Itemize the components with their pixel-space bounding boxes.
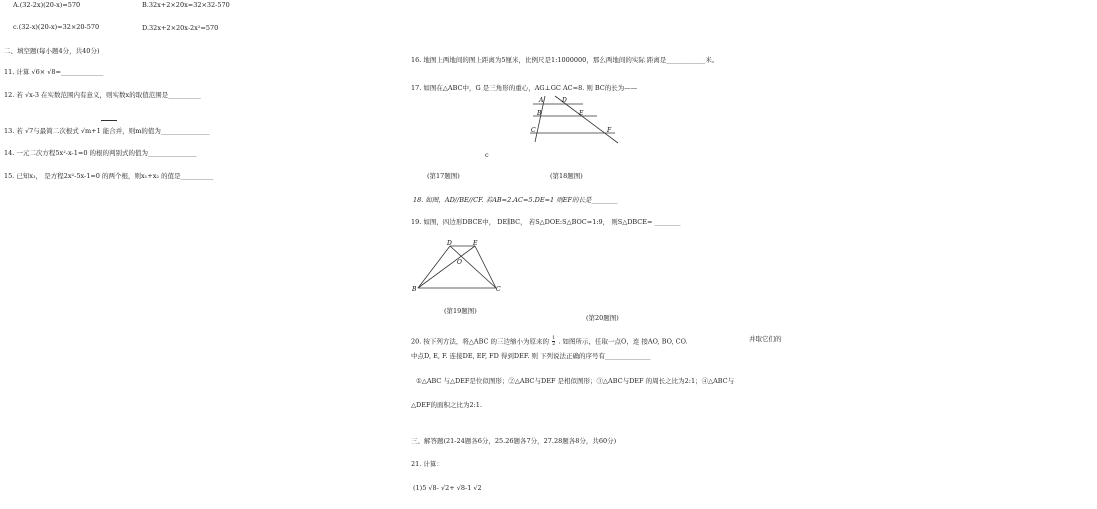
point-label-o: O	[457, 259, 462, 266]
question-17: 17. 如图在△ABC中，G 是三角形的重心，AG⊥GC AC=8. 则 BC的长为——	[411, 84, 638, 92]
point-label-e: E	[473, 240, 478, 247]
question-20-line1	[411, 336, 688, 347]
option-b: B.32x+2×20x=32×32-570	[142, 1, 230, 9]
question-18: 18. 如图，AD//BE//CF. 若AB=2.AC=5.DE=1 则EF的长是________	[413, 196, 618, 204]
point-label-c: C	[531, 127, 536, 134]
point-label-d: D	[562, 97, 567, 104]
question-20-statement-end: △DEF的面积之比为2:1.	[411, 401, 482, 409]
question-11: 11. 计算 √6× √8=_____________	[4, 68, 104, 76]
point-label-b: B	[412, 286, 417, 293]
question-19: 19. 如图，四边形DBCE中， DE∥BC， 若S△DOE:S△BOC=1:9， 则S△DBCE= ________	[411, 218, 681, 226]
section-heading-fill-in: 二、填空题(每小题4分，共40分)	[4, 47, 100, 55]
question-20-tail: 并取它们的	[749, 335, 782, 343]
option-c: c.(32-x)(20-x)=32×20-570	[13, 23, 100, 31]
parallel-lines-figure	[525, 92, 620, 144]
question-20-line2: 中点D, E, F. 连接DE, EF, FD 得到DEF. 则 下列说法正确的序号有______________	[411, 352, 651, 360]
question-14: 14. 一元二次方程5x²-x-1=0 的根的判别式的值为_______________	[4, 149, 197, 157]
option-d: D.32x+2×20x-2x²=570	[142, 24, 219, 32]
point-label-a: A	[539, 97, 544, 104]
figure-19-caption: (第19题图)	[444, 307, 477, 315]
question-13: 13. 若 √7与最简二次根式 √m+1 能合并，则m的值为_______________	[4, 127, 210, 135]
question-12: 12. 若 √x-3 在实数范围内有意义，则实数x的取值范围是__________	[4, 91, 201, 99]
question-21: 21. 计算：	[411, 460, 443, 468]
question-20-lead: 20. 按下列方法，将△ABC 的三边缩小为原来的	[411, 337, 550, 346]
option-a: A.(32-2x)(20-x)=570	[13, 1, 81, 9]
question-16: 16. 地图上两地间的图上距离为5厘米，比例尺是1:1000000，那么两地间的实际 距离是____________米。	[411, 56, 719, 64]
trapezoid-figure	[410, 238, 505, 293]
fraction-denominator: 2	[552, 341, 556, 347]
point-label-d: D	[447, 240, 452, 247]
fraction-one-half	[552, 336, 555, 347]
point-label-c: C	[496, 286, 501, 293]
figure-20-caption: (第20题图)	[586, 314, 619, 322]
question-20-statements: ①△ABC 与△DEF是位似图形；②△ABC与DEF 是相似图形；③△ABC与DEF 的周长之比为2:1；④△ABC与	[416, 377, 735, 385]
point-label-f: F	[607, 127, 612, 134]
question-21-part-1: (1)5 √8- √2+ √8-1 √2	[413, 484, 482, 492]
point-label-e: E	[579, 110, 584, 117]
fraction-numerator: 1	[552, 335, 556, 341]
question-20-mid: . 如图所示，任取一点O，连 接AO, BO, CO.	[558, 337, 688, 346]
question-15: 15. 已知x₁， 是方程2x²-5x-1=0 的两个根，则x₁+x₂ 的值是__________	[4, 172, 214, 180]
figure-18-caption: (第18题图)	[550, 172, 583, 180]
figure-17-caption: (第17题图)	[427, 172, 460, 180]
dash-mark	[101, 120, 117, 121]
point-label-c-loose: c	[485, 151, 489, 159]
section-heading-answers: 三、解答题(21-24题各6分，25.26题各7分，27.28题各8分，共60分)	[411, 437, 617, 445]
point-label-b: B	[537, 110, 542, 117]
